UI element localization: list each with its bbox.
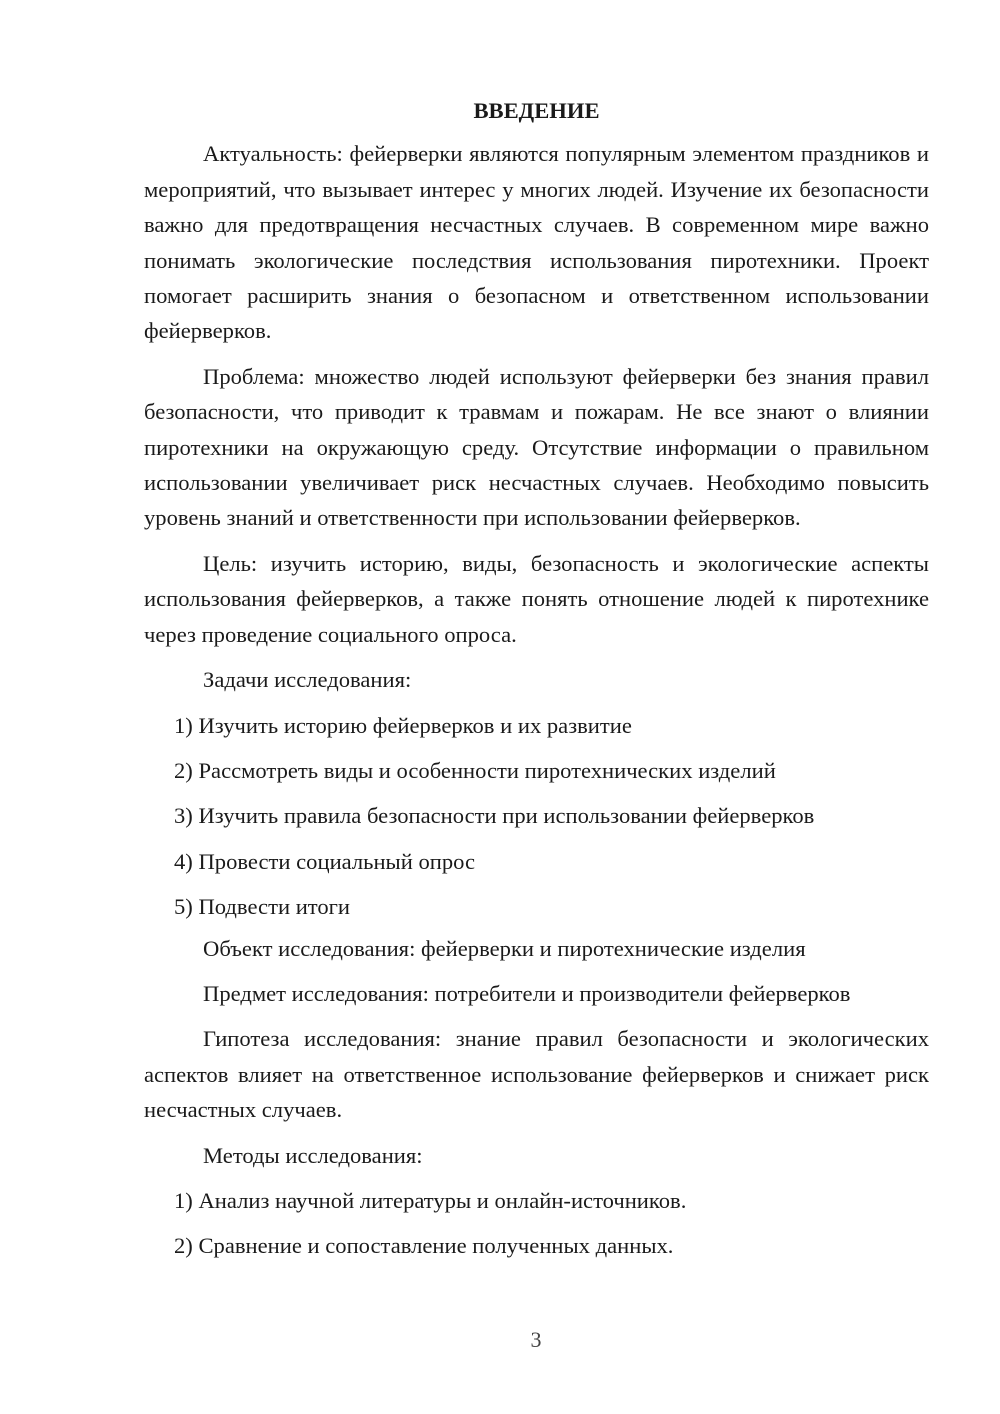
method-item: 2) Сравнение и сопоставление полученных данных. [174, 1233, 674, 1259]
problem-paragraph: Проблема: множество людей используют фейерверки без знания правил безопасности, что приводит к травмам и пожарам. Не все знают о влиянии пиротехники на окружающую среду. Отсутствие информации о правильном использовании увеличивает риск несчастных случаев. Необходимо повысить уровень знаний и ответственности при использовании фейерверков. [144, 363, 929, 531]
task-item: 5) Подвести итоги [174, 894, 351, 920]
page-content [144, 93, 929, 1274]
method-item: 1) Анализ научной литературы и онлайн-источников. [174, 1187, 687, 1213]
methods-list [144, 1183, 929, 1264]
goal-paragraph: Цель: изучить историю, виды, безопасность и экологические аспекты использования фейерверков, а также понять отношение людей к пиротехнике через проведение социального опроса. [144, 550, 929, 647]
task-item: 2) Рассмотреть виды и особенности пиротехнических изделий [174, 757, 776, 783]
task-item: 3) Изучить правила безопасности при использовании фейерверков [174, 803, 815, 829]
object-line: Объект исследования: фейерверки и пиротехнические изделия [203, 935, 806, 961]
task-item: 1) Изучить историю фейерверков и их развитие [174, 712, 632, 738]
tasks-heading: Задачи исследования: [203, 667, 412, 693]
relevance-paragraph: Актуальность: фейерверки являются популярным элементом праздников и мероприятий, что вызывает интерес у многих людей. Изучение их безопасности важно для предотвращения несчастных случаев. В современном мире важно понимать экологические последствия использования пиротехники. Проект помогает расширить знания о безопасном и ответственном использовании фейерверков. [144, 141, 929, 344]
hypothesis-paragraph: Гипотеза исследования: знание правил безопасности и экологических аспектов влияет на ответственное использование фейерверков и снижает риск несчастных случаев. [144, 1026, 929, 1123]
subject-line: Предмет исследования: потребители и производители фейерверков [203, 980, 851, 1006]
page-number: 3 [530, 1327, 542, 1352]
task-item: 4) Провести социальный опрос [174, 848, 476, 874]
section-title: ВВЕДЕНИЕ [473, 98, 600, 123]
methods-heading: Методы исследования: [203, 1142, 423, 1168]
tasks-list [144, 708, 929, 925]
